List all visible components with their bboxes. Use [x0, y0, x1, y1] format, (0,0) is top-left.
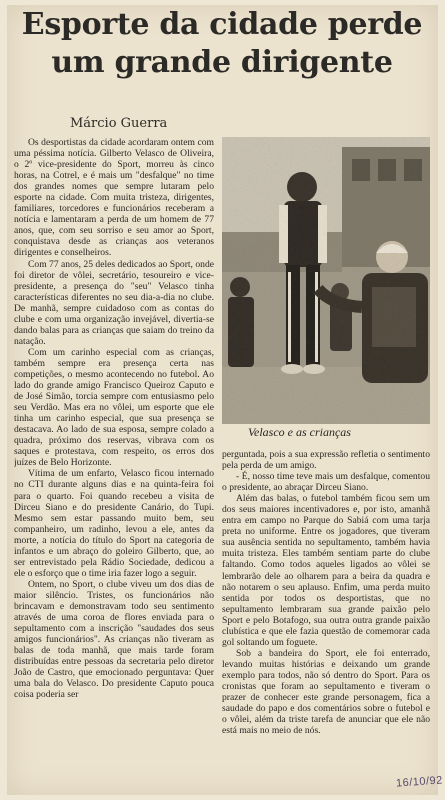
photo-illustration [222, 137, 430, 424]
paragraph: Ontem, no Sport, o clube viveu um dos dias de maior silêncio. Tristes, os funcionários não brincavam e demonstravam todo seu sentimento através de uma coroa de flores enviada para o sepultamento com a inscrição "saudades dos seus amigos funcionários". As crianças não tiveram as balas de toda manhã, que mais tarde foram distribuídas entre pessoas da secretaria pelo diretor João de Castro, que emocionado perguntava: Quer uma bala do Velasco. Do presidente Caputo pouca coisa poderia ser [14, 578, 214, 701]
paragraph: perguntada, pois a sua expressão refletia o sentimento pela perda de um amigo. [222, 449, 430, 472]
paragraph: Com um carinho especial com as crianças, também sempre era presença certa nas competições, o mesmo acontecendo no futebol. Ao lado do grande amigo Francisco Queiroz Caputo e de José Simão, torcia sempre com entusiasmo pelo seu Verdão. Mas era no vôlei, um esporte que ele tinha um carinho especial, que sua presença se destacava. Ao lado de sua esposa, sempre colado a quadra, próximo dos reservas, vibrava com os saques e protestava, com respeito, os erros dos juízes de Belo Horizonte. [14, 346, 214, 469]
paragraph: Vítima de um enfarto, Velasco ficou internado no CTI durante alguns dias e na quinta-feira foi para o quarto. Foi quando recebeu a visita de Dirceu Siano e do presidente Canário, do Tupi. Mesmo sem estar passando muito bem, seu companheiro, um radinho, levou a ele, antes da morte, a notícia do título do Sport na categoria de infantos e um abraço do goleiro Gilberto, que, ao ser entrevistado pela Rádio Sociedade, dedicou a ele o esforço que o time iria fazer logo a seguir. [14, 468, 214, 579]
headline: Esporte da cidade perde um grande dirigente [21, 7, 423, 80]
paragraph: - É, nosso time teve mais um desfalque, comentou o presidente, ao abraçar Dirceu Siano. [222, 471, 430, 494]
article-photo [222, 137, 430, 424]
paragraph: Com 77 anos, 25 deles dedicados ao Sport, onde foi diretor de vôlei, secretário, tesoureiro e vice-presidente, a presença do "seu" Velasco tinha características diferentes no seu dia-a-dia no clube. De manhã, sempre cuidadoso com as contas do clube e com uma organização invejável, divertia-se dando balas para as crianças que saiam do treino da natação. [14, 258, 214, 347]
paragraph: Sob a bandeira do Sport, ele foi enterrado, levando muitas histórias e deixando um grande exemplo para todos, não só dentro do Sport. Para os cronistas que foram ao sepultamento e tiveram o prazer de conhecer este grande personagem, fica a saudade do papo e dos comentários sobre o futebol e o vôlei, além da triste tarefa de anunciar que ele não está mais no meio de nós. [222, 647, 430, 737]
paragraph: Além das balas, o futebol também ficou sem um dos seus maiores incentivadores e, por isto, amanhã entra em campo no Parque do Sabiá com uma tarja preta no uniforme. Entre os jogadores, que tiveram sua ausência sentida no sepultamento, também havia muita tristeza. Eles também sentiam parte do clube faltando. Como todos aqueles ligados ao vôlei se lembrarão dele ao olharem para a beira da quadra e não notarem o seu aplauso. Enfim, uma perda muito sentida por todos os desportistas, que no sepultamento lembraram sua grande paixão pelo Sport e pelo Botafogo, sua outra outra grande paixão clubística e que ele fazia questão de comemorar cada gol soltando um foguete. [222, 493, 430, 648]
article-column-1 [14, 137, 214, 792]
date-stamp: 16/10/92 [395, 774, 444, 790]
article-column-2 [222, 449, 430, 792]
author-byline: Márcio Guerra [70, 116, 168, 131]
photo-caption: Velasco e as crianças [248, 425, 351, 439]
paragraph: Os desportistas da cidade acordaram ontem com uma péssima notícia. Gilberto Velasco de Oliveira, o 2º vice-presidente do Sport, morreu às cinco horas, na Cotrel, e é mais um "desfalque" no time dos grandes nomes que sempre lutaram pelo esporte na cidade. Com muita tristeza, dirigentes, familiares, torcedores e funcionários receberam a notícia e lamentaram a perda de um homem de 77 anos, que, com seu sorriso e seu amor ao Sport, conquistava desde as crianças aos veteranos dirigentes e conselheiros. [14, 137, 214, 259]
